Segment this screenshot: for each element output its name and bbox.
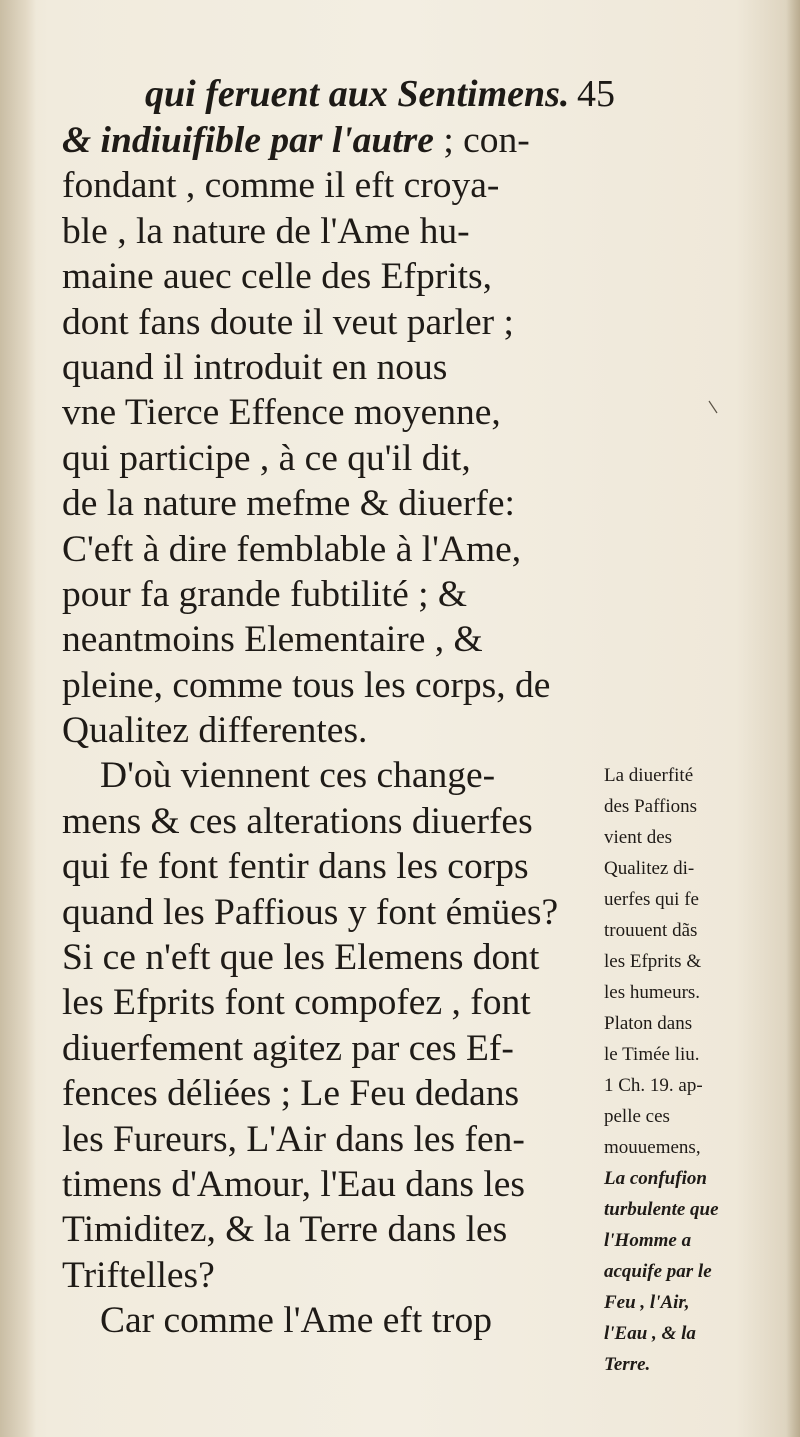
text-line: diuerfement agitez par ces Ef- xyxy=(62,1027,514,1069)
text-line-italic-part: & indiuifible par l'autre xyxy=(62,120,444,161)
text-line: qui participe , à ce qu'il dit, xyxy=(62,437,471,479)
margin-note-line: pelle ces xyxy=(604,1106,670,1127)
running-head xyxy=(145,72,765,122)
paragraph-start-line: Car comme l'Ame eft trop xyxy=(100,1300,493,1342)
margin-note-line-italic: Feu , l'Air, xyxy=(604,1292,690,1313)
text-line: ble , la nature de l'Ame hu- xyxy=(62,210,470,252)
text-line: Triftelles? xyxy=(62,1254,215,1296)
text-line: quand les Paffious y font émües? xyxy=(62,891,559,933)
text-line: vne Tierce Effence moyenne, xyxy=(62,392,501,434)
margin-note-line-italic: turbulente que xyxy=(604,1199,719,1220)
margin-note-line-italic: l'Homme a xyxy=(604,1230,692,1251)
margin-note-line: le Timée liu. xyxy=(604,1044,700,1065)
page-gutter xyxy=(0,0,36,1437)
text-line: pleine, comme tous les corps, de xyxy=(62,664,551,706)
text-line: fences déliées ; Le Feu dedans xyxy=(62,1073,520,1115)
stray-ink-mark xyxy=(708,400,718,414)
text-line: les Fureurs, L'Air dans les fen- xyxy=(62,1118,525,1160)
page-edge-shadow xyxy=(786,0,800,1437)
text-line: mens & ces alterations diuerfes xyxy=(62,800,533,842)
page-number: 45 xyxy=(577,73,615,115)
text-line: pour fa grande fubtilité ; & xyxy=(62,573,468,615)
text-line: qui fe font fentir dans les corps xyxy=(62,846,529,888)
margin-note-line: mouuemens, xyxy=(604,1137,701,1158)
margin-note xyxy=(604,760,766,1380)
text-line: les Efprits font compofez , font xyxy=(62,982,531,1024)
text-line: dont fans doute il veut parler ; xyxy=(62,301,514,343)
text-line: C'eft à dire femblable à l'Ame, xyxy=(62,528,522,570)
margin-note-line: vient des xyxy=(604,827,673,848)
main-text-block xyxy=(62,118,590,1344)
text-line: neantmoins Elementaire , & xyxy=(62,619,483,661)
text-line: de la nature mefme & diuerfe: xyxy=(62,483,515,525)
margin-note-line: des Paffions xyxy=(604,796,698,817)
text-line: Timiditez, & la Terre dans les xyxy=(62,1209,508,1251)
margin-note-line-italic: Terre. xyxy=(604,1354,651,1375)
text-line: Qualitez differentes. xyxy=(62,710,368,752)
margin-note-line: La diuerfité xyxy=(604,765,694,786)
margin-note-line: les humeurs. xyxy=(604,982,701,1003)
text-line: timens d'Amour, l'Eau dans les xyxy=(62,1163,525,1205)
text-line xyxy=(62,118,590,163)
margin-note-line: Platon dans xyxy=(604,1013,693,1034)
margin-note-line: Qualitez di- xyxy=(604,858,695,879)
margin-note-line: 1 Ch. 19. ap- xyxy=(604,1075,703,1096)
margin-note-line-italic: acquife par le xyxy=(604,1261,712,1282)
text-line: ; con- xyxy=(443,120,530,161)
text-line: maine auec celle des Efprits, xyxy=(62,256,493,298)
margin-note-line: trouuent dãs xyxy=(604,920,698,941)
text-line: quand il introduit en nous xyxy=(62,346,448,388)
margin-note-line-italic: La confufion xyxy=(604,1168,707,1189)
paragraph-start-line: D'où viennent ces change- xyxy=(100,755,496,797)
text-line: fondant , comme il eft croya- xyxy=(62,165,500,207)
margin-note-line-italic: l'Eau , & la xyxy=(604,1323,696,1344)
margin-note-line: uerfes qui fe xyxy=(604,889,699,910)
text-line: Si ce n'eft que les Elemens dont xyxy=(62,937,540,979)
running-head-title: qui feruent aux Sentimens. xyxy=(145,73,570,115)
margin-note-line: les Efprits & xyxy=(604,951,702,972)
